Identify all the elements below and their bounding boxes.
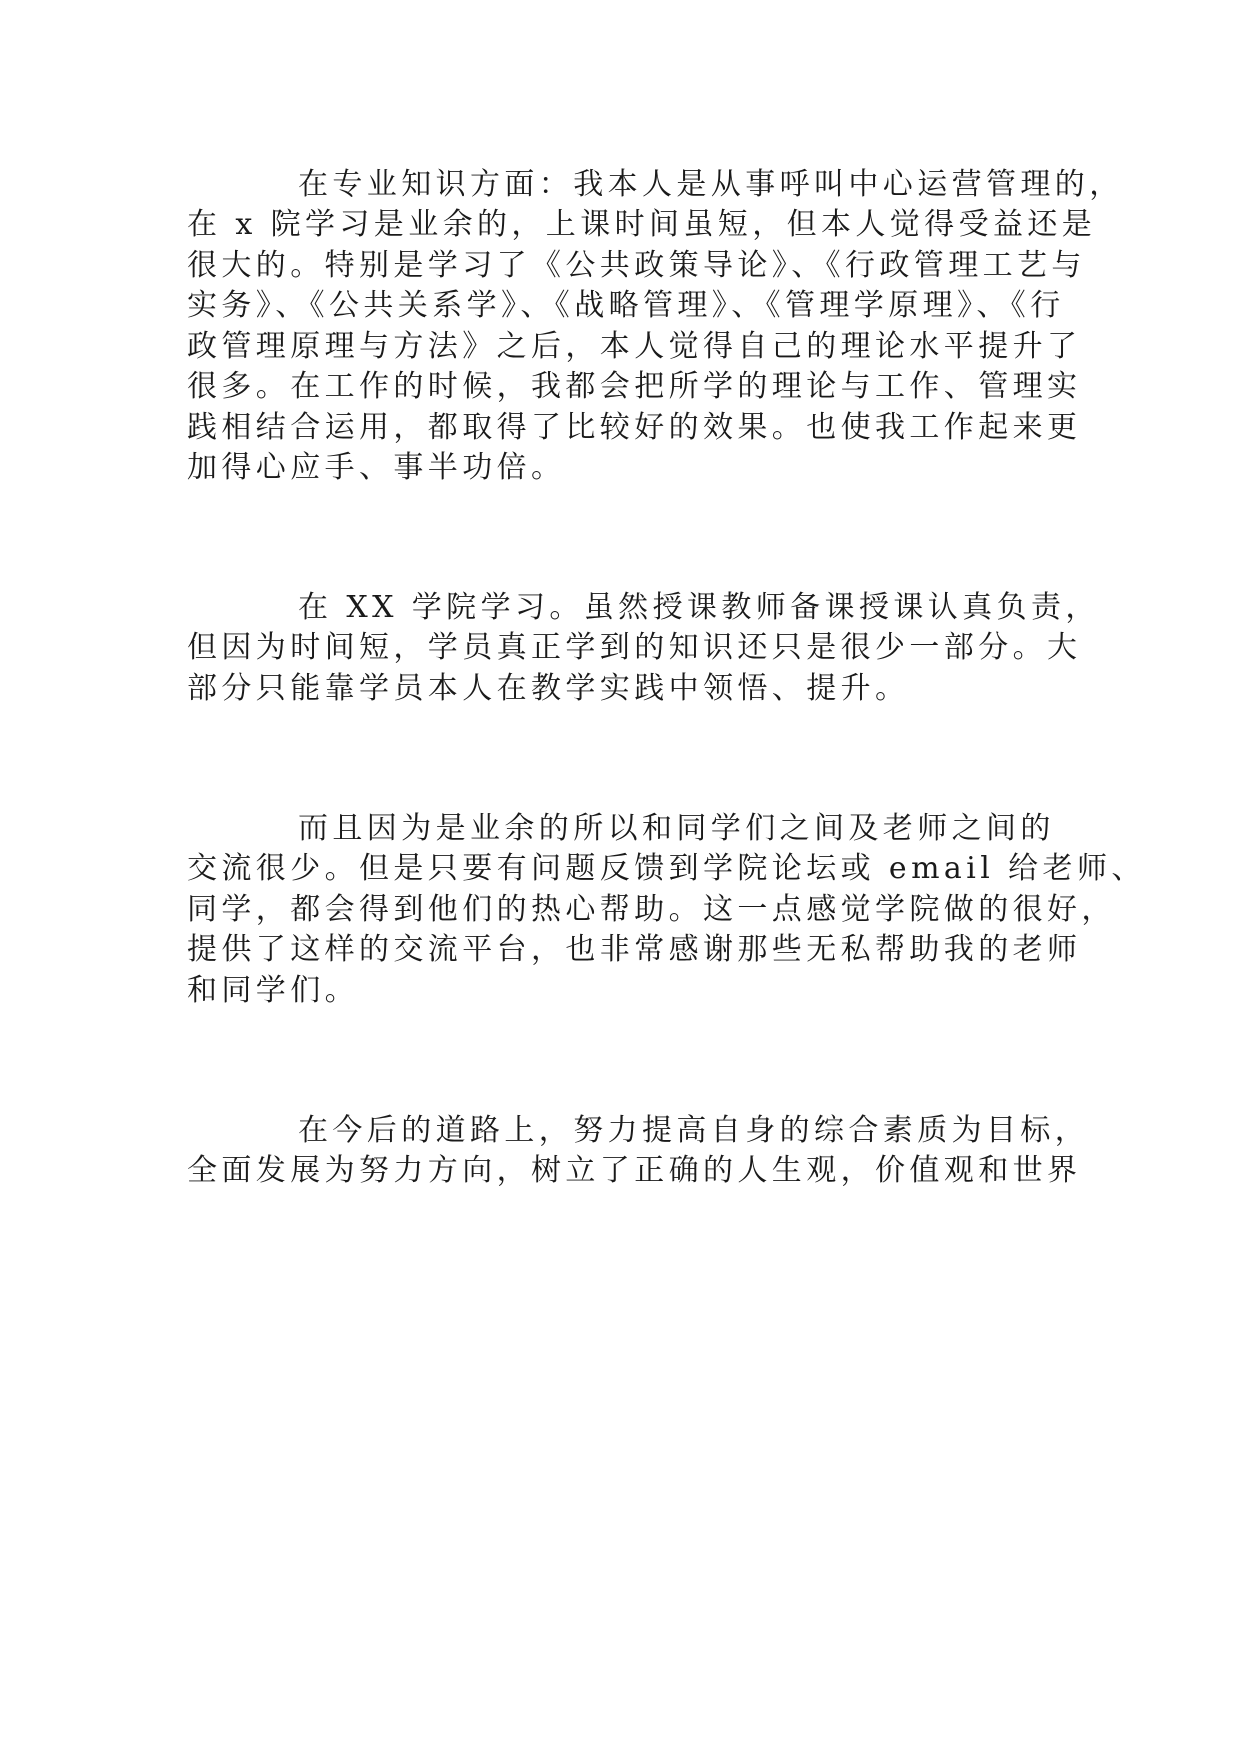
paragraph-line: 践相结合运用，都取得了比较好的效果。也使我工作起来更 [187, 410, 1082, 445]
paragraph-line: 部分只能靠学员本人在教学实践中领悟、提升。 [187, 671, 910, 706]
paragraph-line: 很多。在工作的时候，我都会把所学的理论与工作、管理实 [187, 369, 1082, 404]
paragraph-line: 在专业知识方面：我本人是从事呼叫中心运营管理的， [298, 167, 1124, 202]
paragraph-line: 在今后的道路上，努力提高自身的综合素质为目标， [298, 1113, 1090, 1148]
paragraph-line: 加得心应手、事半功倍。 [187, 450, 566, 485]
paragraph-line: 而且因为是业余的所以和同学们之间及老师之间的 [298, 811, 1055, 846]
paragraph-line: 但因为时间短，学员真正学到的知识还只是很少一部分。大 [187, 630, 1082, 665]
paragraph-line: 全面发展为努力方向，树立了正确的人生观，价值观和世界 [187, 1153, 1082, 1188]
paragraph-line: 在 x 院学习是业余的，上课时间虽短，但本人觉得受益还是 [187, 207, 1097, 242]
paragraph-line: 同学，都会得到他们的热心帮助。这一点感觉学院做的很好， [187, 892, 1116, 927]
paragraph-line: 政管理原理与方法》之后，本人觉得自己的理论水平提升了 [187, 329, 1082, 364]
paragraph-line: 很大的。特别是学习了《公共政策导论》、《行政管理工艺与 [187, 248, 1086, 283]
paragraph-line: 交流很少。但是只要有问题反馈到学院论坛或 email 给老师、 [187, 851, 1146, 886]
paragraph-line: 和同学们。 [187, 973, 359, 1008]
paragraph-line: 提供了这样的交流平台，也非常感谢那些无私帮助我的老师 [187, 932, 1082, 967]
paragraph-line: 实务》、《公共关系学》、《战略管理》、《管理学原理》、《行 [187, 288, 1065, 323]
paragraph-line: 在 XX 学院学习。虽然授课教师备课授课认真负责， [298, 590, 1100, 625]
